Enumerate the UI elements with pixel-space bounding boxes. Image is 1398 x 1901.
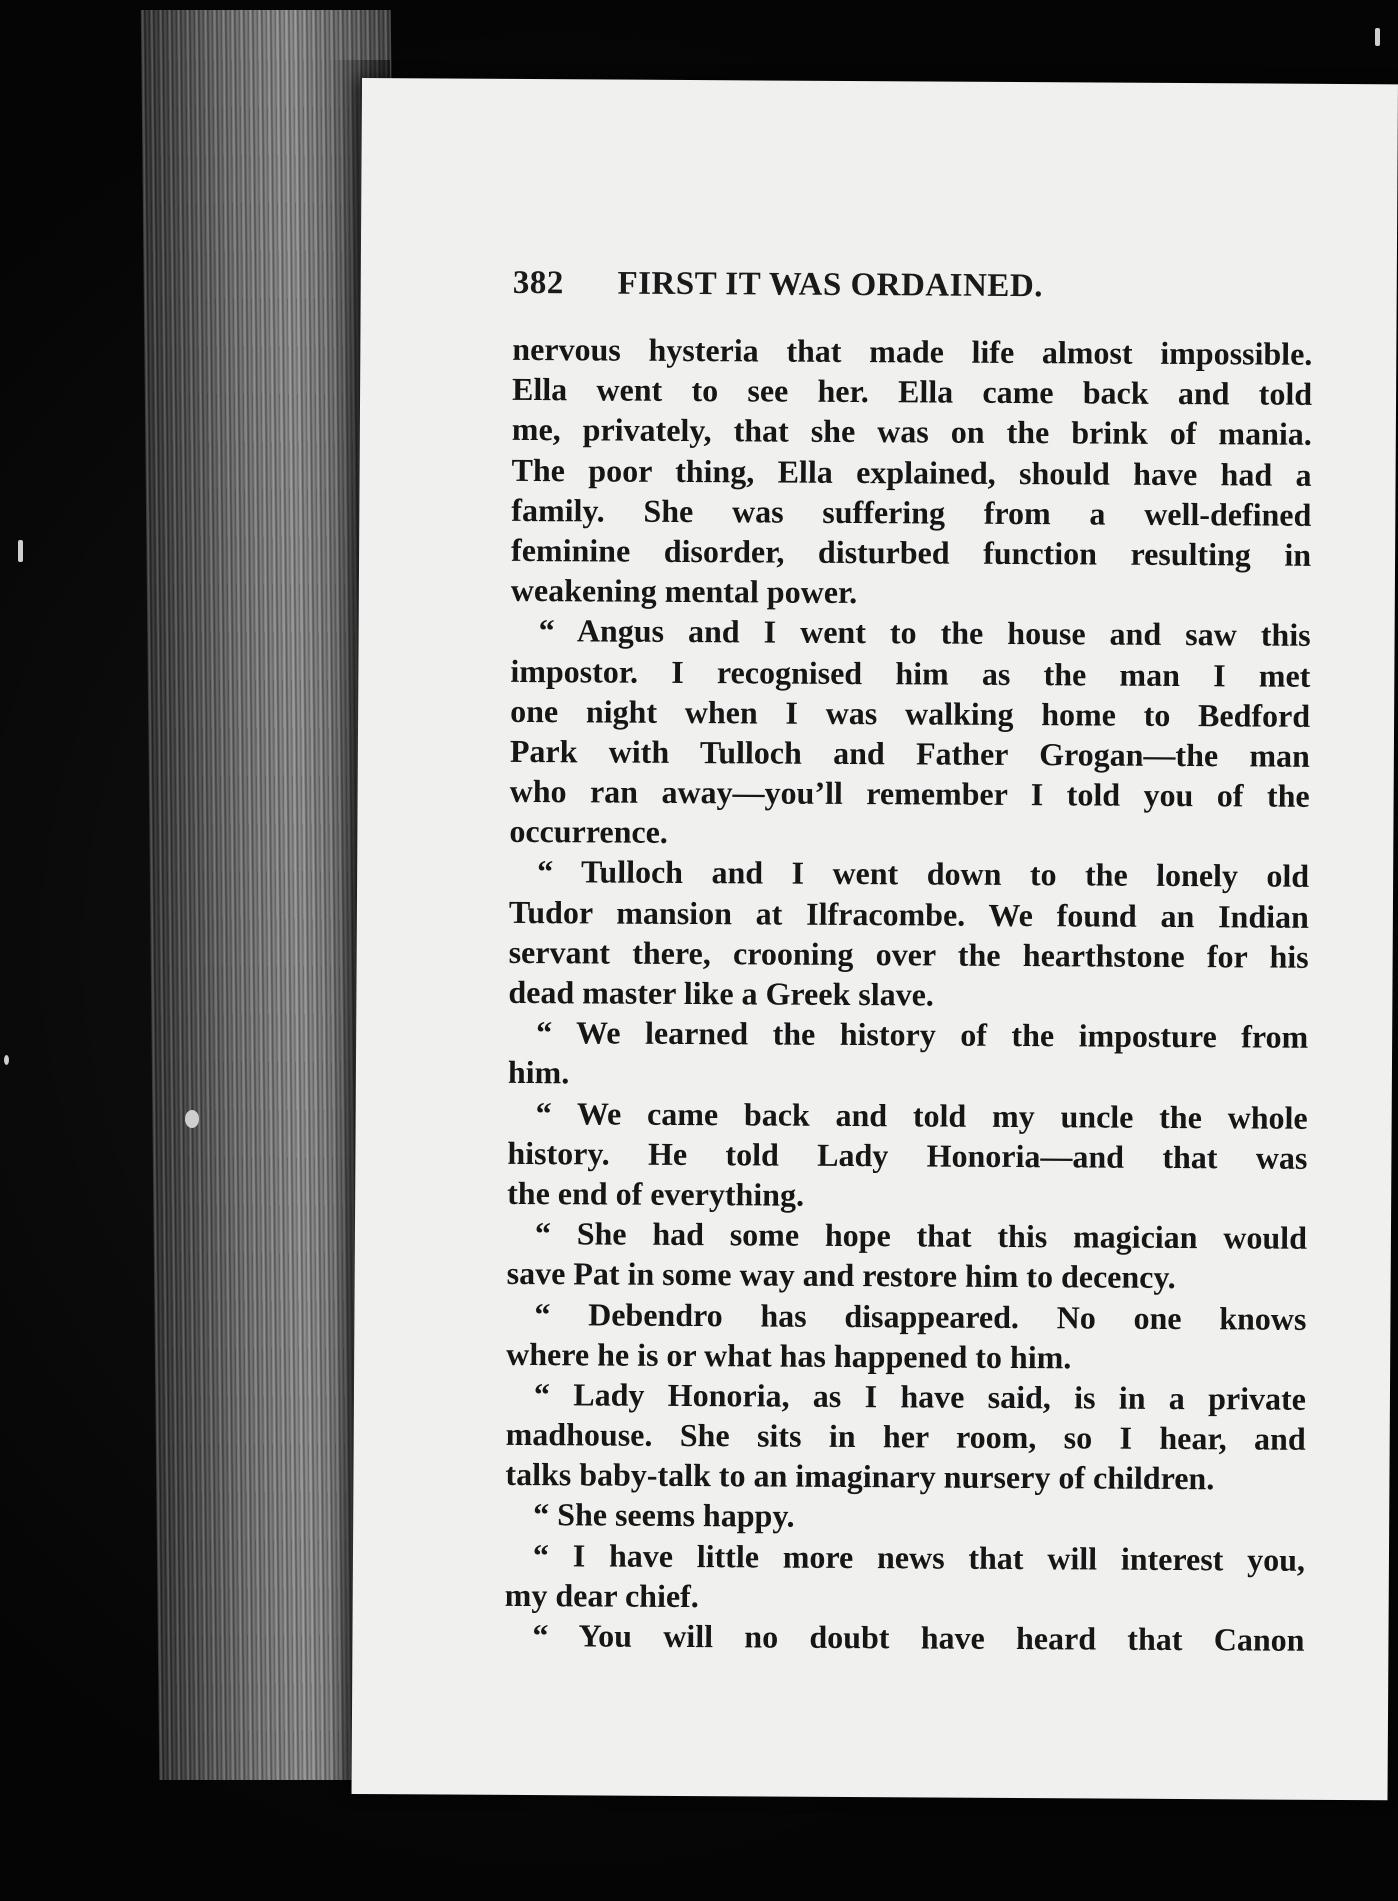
text-line: “ We learned the history of the imposture from <box>536 1014 1309 1055</box>
text-line: impostor. I recognised him as the man I met <box>510 652 1311 694</box>
text-line: Tudor mansion at Ilfracombe. We found an Indian <box>508 893 1310 935</box>
dust-speck <box>185 1110 199 1128</box>
text-line: one night when I was walking home to Bedford <box>510 692 1311 734</box>
text-line: Ella went to see her. Ella came back and told <box>511 371 1313 412</box>
text-line: weakening mental power. <box>510 572 858 611</box>
text-line: servant there, crooning over the hearthstone for his <box>508 933 1309 975</box>
text-line: occurrence. <box>509 813 668 851</box>
text-line: “ We came back and told my uncle the whole <box>535 1094 1308 1136</box>
page-number: 382 <box>512 264 564 302</box>
running-title: FIRST IT WAS ORDAINED. <box>617 265 1044 305</box>
text-line: The poor thing, Ella explained, should have had a <box>511 451 1312 493</box>
text-line: “ Angus and I went to the house and saw this <box>538 612 1311 654</box>
text-line: nervous hysteria that made life almost impossible. <box>512 330 1313 372</box>
text-line: “ She seems happy. <box>533 1496 795 1535</box>
text-line: my dear chief. <box>504 1576 699 1614</box>
text-line: “ She had some hope that this magician would <box>534 1215 1308 1256</box>
text-line: “ Tulloch and I went down to the lonely old <box>537 853 1310 895</box>
text-line: madhouse. She sits in her room, so I hear, and <box>505 1415 1306 1457</box>
text-line: “ Debendro has disappeared. No one knows <box>534 1295 1307 1337</box>
dust-speck <box>4 1055 9 1065</box>
text-line: where he is or what has happened to him. <box>506 1335 1072 1376</box>
text-line: me, privately, that she was on the brink of mania. <box>511 411 1312 453</box>
text-line: “ You will no doubt have heard that Canon <box>532 1617 1305 1658</box>
text-line: Park with Tulloch and Father Grogan—the man <box>509 732 1310 774</box>
text-line: the end of everything. <box>507 1174 805 1213</box>
dust-speck <box>1375 28 1380 46</box>
dust-speck <box>18 540 23 562</box>
text-line: family. She was suffering from a well-defined <box>511 491 1312 533</box>
running-head <box>513 265 1213 319</box>
text-line: feminine disorder, disturbed function resulting in <box>511 531 1312 573</box>
body-text <box>504 329 1312 1660</box>
text-line: dead master like a Greek slave. <box>508 973 934 1013</box>
text-line: history. He told Lady Honoria—and that was <box>507 1134 1308 1176</box>
text-line: “ Lady Honoria, as I have said, is in a private <box>533 1375 1307 1417</box>
book-page <box>352 78 1398 1800</box>
text-line: him. <box>507 1054 570 1091</box>
text-line: talks baby-talk to an imaginary nursery of children. <box>505 1456 1215 1497</box>
text-line: who ran away—you’ll remember I told you of the <box>509 772 1310 814</box>
text-line: “ I have little more news that will interest you, <box>532 1536 1306 1578</box>
text-line: save Pat in some way and restore him to decency. <box>506 1255 1176 1296</box>
